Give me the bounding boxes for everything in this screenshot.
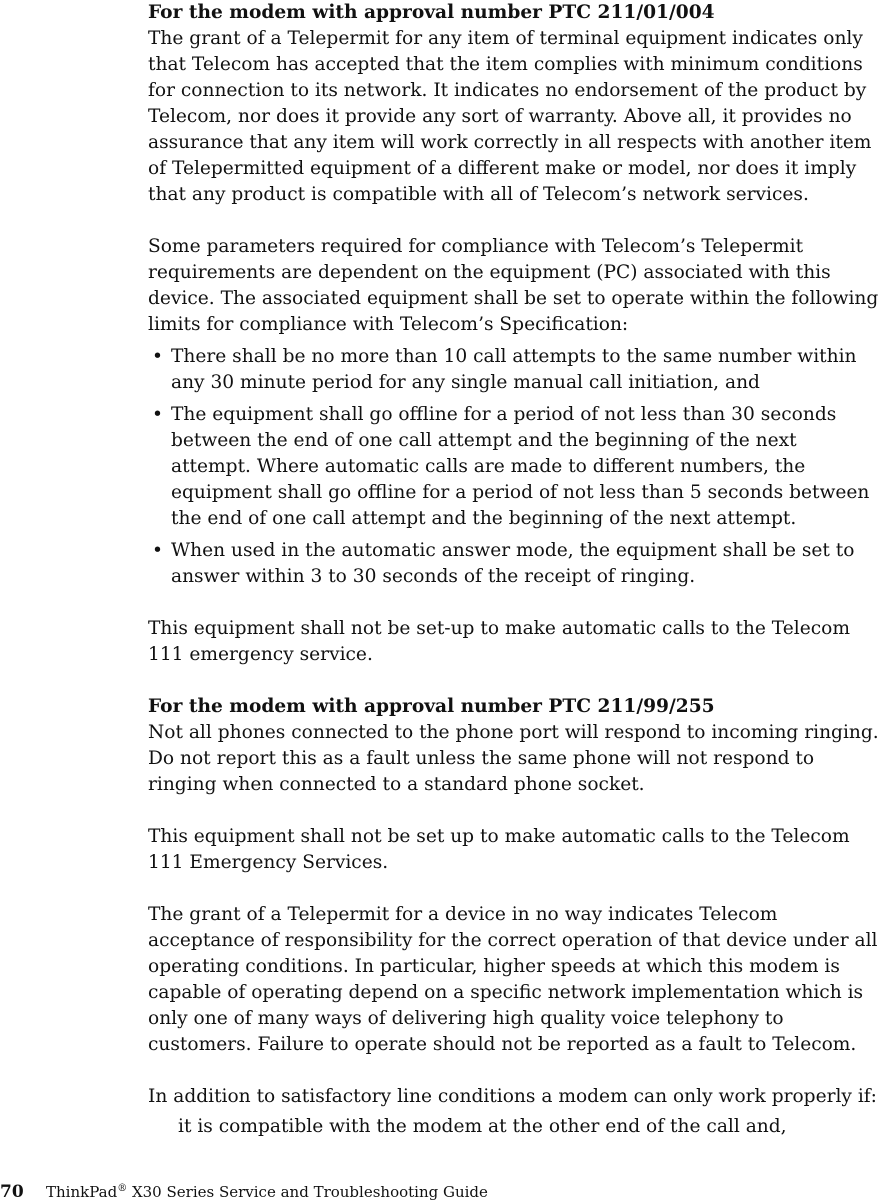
guide-title-prefix: ThinkPad [46,1183,118,1201]
guide-title-suffix: X30 Series Service and Troubleshooting Guide [127,1183,488,1201]
spacer [148,596,882,616]
list-item-text: The equipment shall go offline for a period of not less than 30 seconds between the end of one call attempt and the beginning of the next attempt. Where automatic calls are made to different numbers, the equipment shall go offline for a period of not less than 5 seconds between the end of one call attempt and the beginning of the next attempt. [171,404,870,529]
compliance-bullet-list [148,344,882,590]
paragraph-phones-ringing: Not all phones connected to the phone port will respond to incoming ringing. Do not report this as a fault unless the same phone will not respond to ringing when connected to a standard phone socket. [148,722,879,795]
paragraph-telepermit-grant: The grant of a Telepermit for any item of terminal equipment indicates only that Telecom has accepted that the item complies with minimum conditions for connection to its network. It indicates no endorsement of the product by Telecom, nor does it provide any sort of warranty. Above all, it provides no assurance that any item will work correctly in all respects with another item of Telepermitted equipment of a different make or model, nor does it imply that any product is compatible with all of Telecom’s network services. [148,28,872,205]
list-item-text: There shall be no more than 10 call attempts to the same number within any 30 minute period for any single manual call initiation, and [171,346,857,393]
list-item [148,538,882,590]
paragraph-line-conditions: In addition to satisfactory line conditions a modem can only work properly if: [148,1086,877,1107]
spacer [148,668,882,694]
spacer [148,208,882,234]
bullet-icon: • [152,540,163,561]
list-item [148,344,882,396]
spacer [148,798,882,824]
registered-mark: ® [117,1183,128,1194]
list-item [148,402,882,532]
list-item-text: When used in the automatic answer mode, the equipment shall be set to answer within 3 to 30 seconds of the receipt of ringing. [171,540,855,587]
guide-title [46,1181,488,1203]
bullet-icon: • [152,404,163,425]
spacer [148,1058,882,1084]
page-number: 70 [0,1182,24,1202]
paragraph-emergency-111: This equipment shall not be set-up to make automatic calls to the Telecom 111 emergency service. [148,618,850,665]
section-heading-ptc-211-01-004: For the modem with approval number PTC 211/01/004 [148,2,715,23]
page-content [148,0,882,1140]
paragraph-emergency-services: This equipment shall not be set up to make automatic calls to the Telecom 111 Emergency Services. [148,826,850,873]
section-heading-ptc-211-99-255: For the modem with approval number PTC 211/99/255 [148,696,715,717]
paragraph-parameters: Some parameters required for compliance with Telecom’s Telepermit requirements are dependent on the equipment (PC) associated with this device. The associated equipment shall be set to operate within the following limits for compliance with Telecom’s Specification: [148,236,879,335]
page-footer [0,1181,884,1203]
paragraph-telecom-acceptance: The grant of a Telepermit for a device in no way indicates Telecom acceptance of responsibility for the correct operation of that device under all operating conditions. In particular, higher speeds at which this modem is capable of operating depend on a specific network implementation which is only one of many ways of delivering high quality voice telephony to customers. Failure to operate should not be reported as a fault to Telecom. [148,904,878,1055]
spacer [148,876,882,902]
bullet-icon: • [152,346,163,367]
indented-condition-line: it is compatible with the modem at the other end of the call and, [178,1116,787,1137]
